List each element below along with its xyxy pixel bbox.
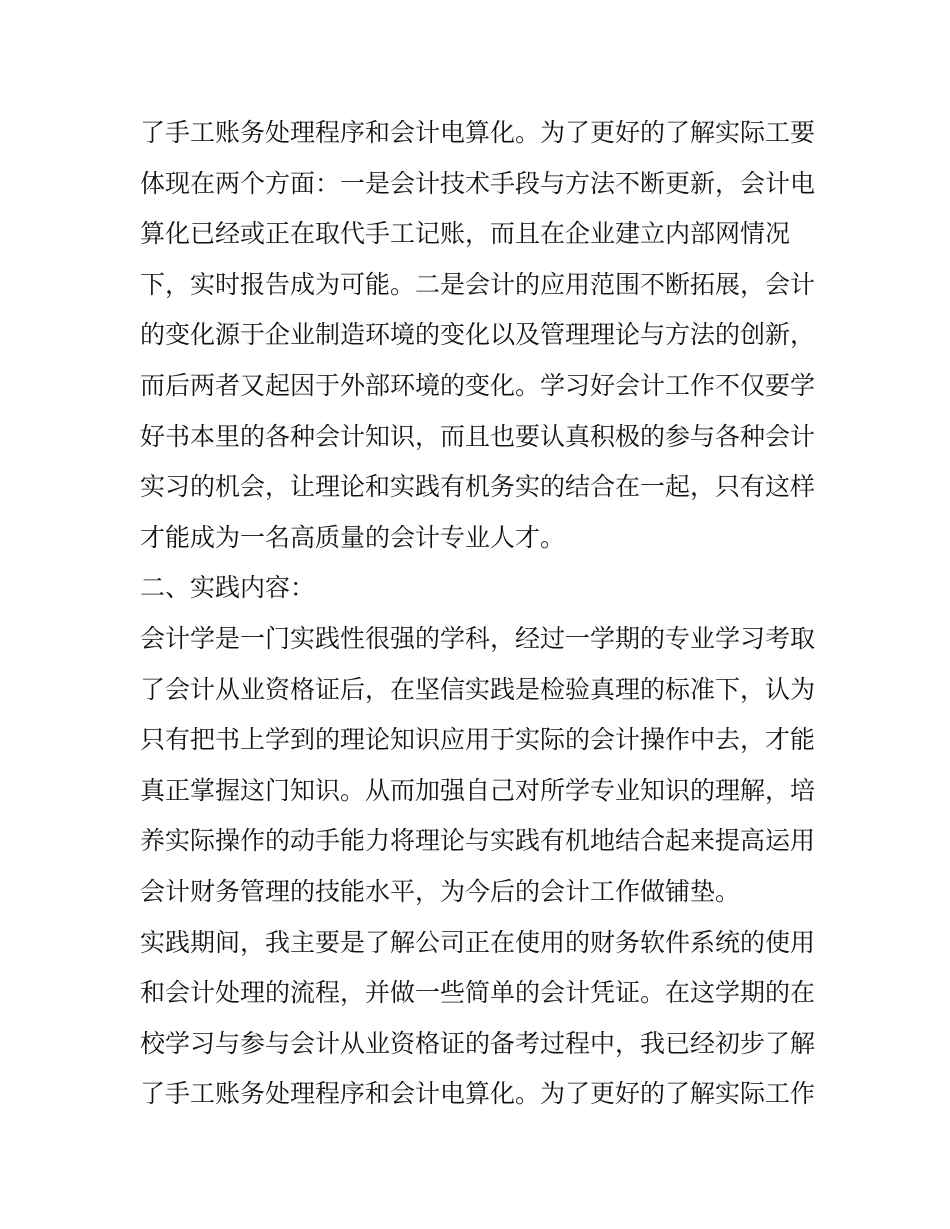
text-line-16: 会计财务管理的技能水平，为今后的会计工作做铺垫。 — [140, 876, 741, 906]
text-line-12: 了会计从业资格证后，在坚信实践是检验真理的标准下，认为 — [140, 674, 816, 704]
text-line-8: 实习的机会，让理论和实践有机务实的结合在一起，只有这样 — [140, 472, 816, 502]
text-line-19: 校学习与参与会计从业资格证的备考过程中，我已经初步了解 — [140, 1028, 816, 1058]
text-line-6: 而后两者又起因于外部环境的变化。学习好会计工作不仅要学 — [140, 370, 816, 400]
text-line-7: 好书本里的各种会计知识，而且也要认真积极的参与各种会计 — [140, 421, 816, 451]
text-line-15: 养实际操作的动手能力将理论与实践有机地结合起来提高运用 — [140, 826, 816, 856]
text-line-17: 实践期间，我主要是了解公司正在使用的财务软件系统的使用 — [140, 927, 816, 957]
text-line-3: 算化已经或正在取代手工记账，而且在企业建立内部网情况 — [140, 219, 791, 249]
text-line-2: 体现在两个方面：一是会计技术手段与方法不断更新，会计电 — [140, 168, 816, 198]
text-line-18: 和会计处理的流程，并做一些简单的会计凭证。在这学期的在 — [140, 978, 816, 1008]
text-line-14: 真正掌握这门知识。从而加强自己对所学专业知识的理解，培 — [140, 775, 816, 805]
text-line-13: 只有把书上学到的理论知识应用于实际的会计操作中去，才能 — [140, 725, 816, 755]
text-line-20: 了手工账务处理程序和会计电算化。为了更好的了解实际工作 — [140, 1079, 816, 1109]
text-line-11: 会计学是一门实践性很强的学科，经过一学期的专业学习考取 — [140, 623, 816, 653]
text-line-4: 下，实时报告成为可能。二是会计的应用范围不断拓展，会计 — [140, 269, 816, 299]
text-line-9: 才能成为一名高质量的会计专业人才。 — [140, 522, 566, 552]
text-line-1: 了手工账务处理程序和会计电算化。为了更好的了解实际工要 — [140, 118, 816, 147]
body-text — [140, 108, 820, 1120]
section-heading: 二、实践内容： — [140, 573, 316, 603]
text-line-5: 的变化源于企业制造环境的变化以及管理理论与方法的创新， — [140, 320, 816, 350]
